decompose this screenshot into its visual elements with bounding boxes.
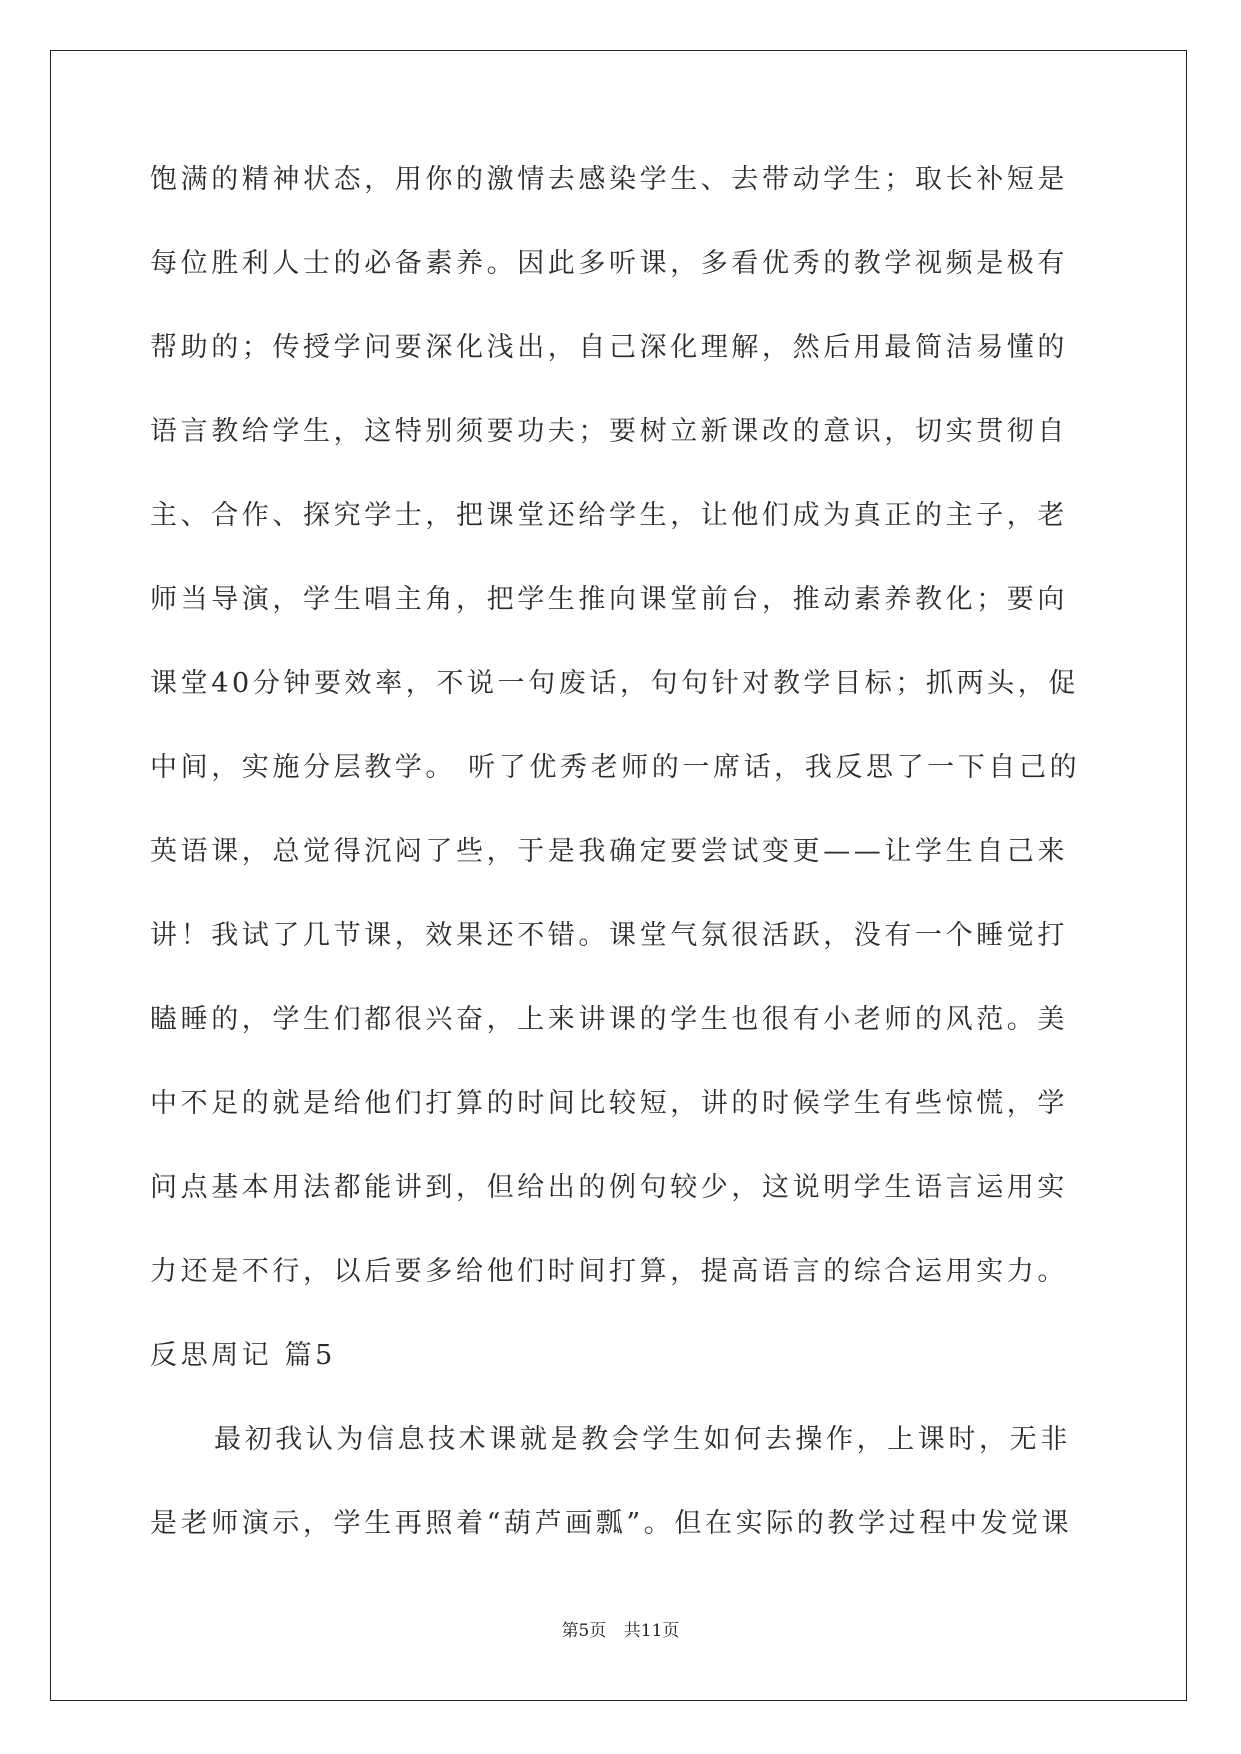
body-line: 帮助的；传授学问要深化浅出，自己深化理解，然后用最简洁易懂的 — [150, 332, 1068, 363]
body-line: 问点基本用法都能讲到，但给出的例句较少，这说明学生语言运用实 — [150, 1172, 1068, 1203]
body-line: 英语课，总觉得沉闷了些，于是我确定要尝试变更——让学生自己来 — [150, 836, 1068, 867]
document-body — [150, 160, 1090, 1588]
section-heading: 反思周记 篇5 — [150, 1340, 336, 1371]
body-line: 每位胜利人士的必备素养。因此多听课，多看优秀的教学视频是极有 — [150, 248, 1068, 279]
section-line: 是老师演示，学生再照着“葫芦画瓢”。但在实际的教学过程中发觉课 — [150, 1508, 1073, 1539]
body-line: 课堂40分钟要效率，不说一句废话，句句针对教学目标；抓两头，促 — [150, 668, 1079, 699]
body-line: 语言教给学生，这特别须要功夫；要树立新课改的意识，切实贯彻自 — [150, 416, 1068, 447]
body-line: 主、合作、探究学士，把课堂还给学生，让他们成为真正的主子，老 — [150, 500, 1068, 531]
body-line: 力还是不行，以后要多给他们时间打算，提高语言的综合运用实力。 — [150, 1256, 1068, 1287]
section-line: 最初我认为信息技术课就是教会学生如何去操作，上课时，无非 — [214, 1424, 1071, 1455]
body-line: 讲！我试了几节课，效果还不错。课堂气氛很活跃，没有一个睡觉打 — [150, 920, 1068, 951]
body-line: 师当导演，学生唱主角，把学生推向课堂前台，推动素养教化；要向 — [150, 584, 1068, 615]
page-number: 第5页 — [561, 1621, 607, 1641]
page-total: 共11页 — [623, 1621, 680, 1641]
body-line: 瞌睡的，学生们都很兴奋，上来讲课的学生也很有小老师的风范。美 — [150, 1004, 1068, 1035]
body-line: 中不足的就是给他们打算的时间比较短，讲的时候学生有些惊慌，学 — [150, 1088, 1068, 1119]
page-footer — [0, 1616, 1241, 1641]
body-line: 中间，实施分层教学。 听了优秀老师的一席话，我反思了一下自己的 — [150, 752, 1081, 783]
body-line: 饱满的精神状态，用你的激情去感染学生、去带动学生；取长补短是 — [150, 164, 1068, 195]
